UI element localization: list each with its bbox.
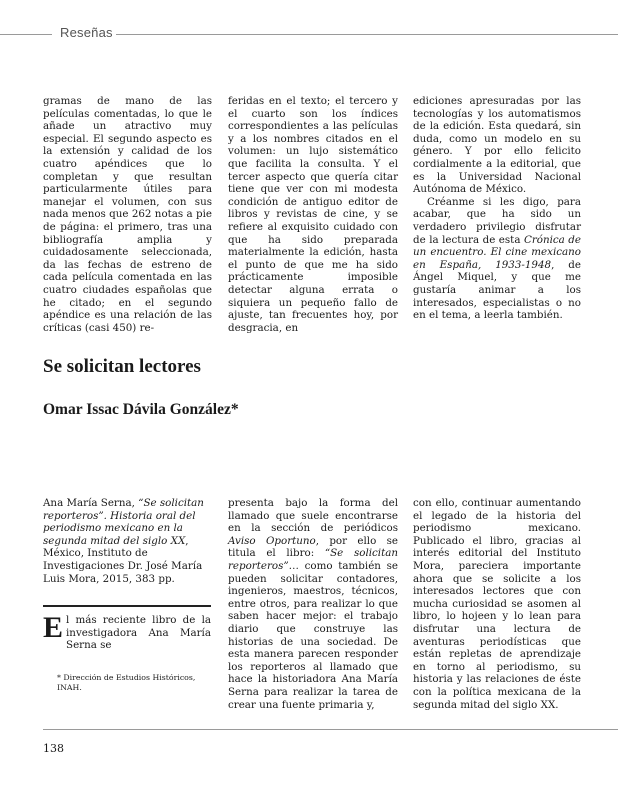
reference-publication: , México, Instituto de Investigaciones Dr. José María Luis Mora, 2015, 383 pp. [43,534,203,585]
header-rule-left [0,34,52,35]
prev-review-text-1: gramas de mano de las películas comentadas, lo que le añade un atractivo muy especial. El segundo aspecto es la extensión y calidad de los cuatro apéndices que lo completan y que resultan particularmente útiles para manejar el volumen, con sus nada menos que 262 notas a pie de página: el primero, tras una bibliografía amplia y cuidadosamente seleccionada, da las fechas de estreno de cada película comentada en las cuatro ciudades españolas que he citado; en el segundo apéndice es una relación de las críticas (casi 450) re- [43,95,212,334]
article-text-2a: presenta bajo la forma del llamado que suele encontrarse en la sección de periódicos [228,497,398,535]
author-footnote [43,673,213,693]
closing-text-before: Créanme si les digo, para acabar, que ha sido un verdadero privilegio disfrutar de la lectura de esta [413,195,581,246]
reference-book-title: “Se solicitan reporteros”. Historia oral del periodismo mexicano en la segunda mitad del siglo XX [43,497,204,547]
prev-review-text-3a: ediciones apresuradas por las tecnologías y los automatismos de la edición. Esta quedará, sin duda, como un modelo en su género. Y por ello felicito cordialmente a la editorial, que es la Universidad Nacional Autónoma de México. [413,95,581,196]
book-short-title: “Se solicitan reporteros” [228,547,398,572]
header-rule-right [116,34,618,35]
section-label: Reseñas [60,25,113,40]
closing-text-after: , de Ángel Miquel, y que me gustaría animar a los interesados, especialistas o no en el tema, a leerla también. [413,258,581,322]
prev-review-column-1 [43,95,212,334]
reference-divider [43,605,211,607]
drop-cap: E [43,611,64,644]
first-paragraph-text: l más reciente libro de la investigadora Ana María Serna se [66,614,211,652]
newspaper-section-name: Aviso Oportuno [228,534,316,547]
article-text-2 [228,497,398,711]
article-text-3: con ello, continuar aumentando el legado de la historia del periodismo mexicano. Publicado el libro, gracias al interés editorial del Instituto Mora, pareciera importante ahora que se solicite a los interesados lectores que con mucha curiosidad se asomen al libro, lo hojeen y lo lean para disfrutar una lectura de aventuras periodísticas que están repletas de aprendizaje en torno al periodismo, su historia y las relaciones de éste con la política mexicana de la segunda mitad del siglo XX. [413,497,581,711]
prev-review-column-2 [228,95,398,334]
article-author: Omar Issac Dávila González* [43,401,239,418]
page-number: 138 [43,742,64,755]
book-reference [43,497,211,585]
article-text-2c: … como también se pueden solicitar contadores, ingenieros, maestros, técnicos, entre otros, para realizar lo que saben hacer mejor: el trabajo diario que construye las historias de una sociedad. De esta manera parecen responder los reporteros al llamado que hace la historiadora Ana María Serna para realizar la tarea de crear una fuente primaria y, [228,559,398,711]
reference-author: Ana María Serna, [43,497,139,509]
article-column-3 [413,497,581,711]
article-title: Se solicitan lectores [43,356,201,377]
prev-review-column-3 [413,95,581,322]
prev-review-text-2: feridas en el texto; el tercero y el cuarto son los índices correspondientes a las películas y a los nombres citados en el volumen: un lujo sistemático que facilita la consulta. Y el tercer aspecto que quería citar tiene que ver con mi modesta condición de antiguo editor de libros y revistas de cine, y se refiere al exquisito cuidado con que ha sido preparada materialmente la edición, hasta el punto de que me ha sido prácticamente imposible detectar alguna errata o siquiera un pequeño fallo de ajuste, tan frecuentes hoy, por desgracia, en [228,95,398,334]
reviewed-book-title: Crónica de un encuentro. El cine mexicano en España, 1933-1948 [413,233,581,271]
prev-review-closing-paragraph [413,196,581,322]
article-first-paragraph [43,611,211,652]
footer-rule [43,729,618,730]
article-text-2b: , por ello se titula el libro: [228,534,399,560]
article-column-2 [228,497,398,711]
reference-text [43,497,211,585]
footnote-text: * Dirección de Estudios Históricos, INAH. [57,673,196,692]
